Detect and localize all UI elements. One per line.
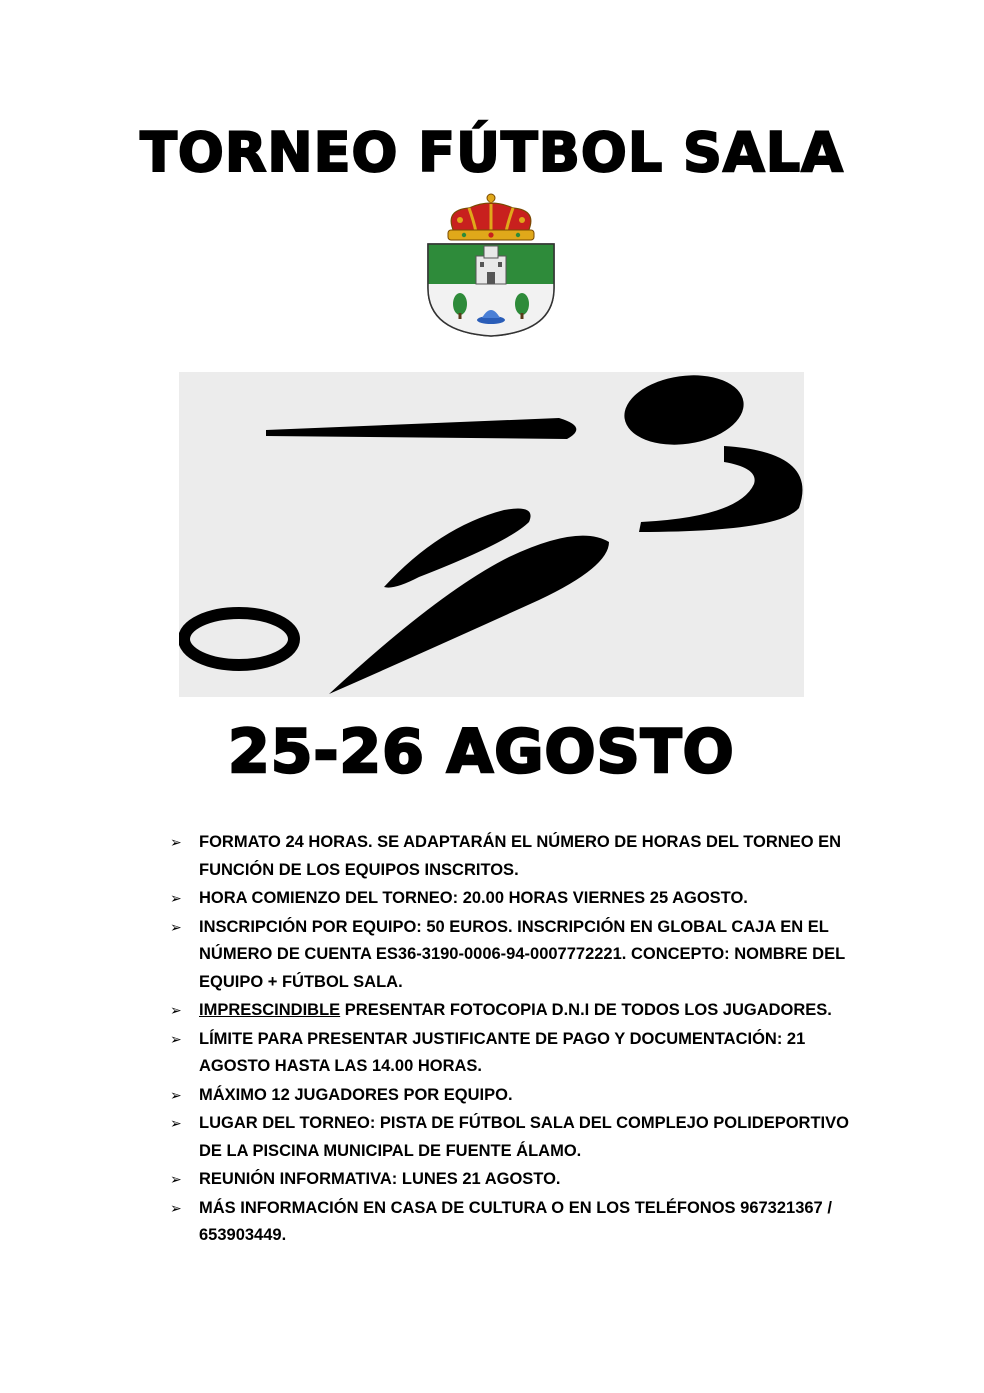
bullet-arrow-icon: ➢ (170, 1171, 182, 1187)
bullet-arrow-icon: ➢ (170, 918, 182, 935)
underlined-emphasis: IMPRESCINDIBLE (199, 1001, 341, 1019)
football-player-pictogram-icon (179, 372, 804, 697)
list-item: ➢ FORMATO 24 HORAS. SE ADAPTARÁN EL NÚMERO DE HORAS DEL TORNEO EN FUNCIÓN DE LOS EQUIPOS INSCRITOS. (170, 829, 850, 884)
list-item: ➢ MÁS INFORMACIÓN EN CASA DE CULTURA O EN LOS TELÉFONOS 967321367 / 653903449. (170, 1195, 850, 1250)
poster-title: TORNEO FÚTBOL SALA (140, 121, 844, 184)
bullet-arrow-icon: ➢ (170, 1002, 182, 1018)
list-item: ➢ HORA COMIENZO DEL TORNEO: 20.00 HORAS VIERNES 25 AGOSTO. (170, 885, 850, 913)
list-item: ➢ LÍMITE PARA PRESENTAR JUSTIFICANTE DE PAGO Y DOCUMENTACIÓN: 21 AGOSTO HASTA LAS 14.00 HORAS. (170, 1026, 850, 1081)
list-item: ➢ LUGAR DEL TORNEO: PISTA DE FÚTBOL SALA DEL COMPLEJO POLIDEPORTIVO DE LA PISCINA MUNICIPAL DE FUENTE ÁLAMO. (170, 1110, 850, 1165)
list-item: ➢ IMPRESCINDIBLE PRESENTAR FOTOCOPIA D.N.I DE TODOS LOS JUGADORES. (170, 997, 850, 1025)
crown-icon (448, 194, 534, 240)
tournament-dates: 25-26 AGOSTO (228, 717, 735, 787)
bullet-arrow-icon: ➢ (170, 1030, 182, 1047)
list-item: ➢ MÁXIMO 12 JUGADORES POR EQUIPO. (170, 1082, 850, 1110)
bullet-arrow-icon: ➢ (170, 1199, 182, 1216)
bullet-arrow-icon: ➢ (170, 890, 182, 906)
bullet-arrow-icon: ➢ (170, 1086, 182, 1103)
bullet-arrow-icon: ➢ (170, 1115, 182, 1131)
shield-icon (428, 244, 554, 336)
list-item: ➢ INSCRIPCIÓN POR EQUIPO: 50 EUROS. INSCRIPCIÓN EN GLOBAL CAJA EN EL NÚMERO DE CUENTA ES36-3190-0006-94-0007772221. CONCEPTO: NOMBRE DEL EQUIPO + FÚTBOL SALA. (170, 914, 850, 997)
bullet-arrow-icon: ➢ (170, 834, 182, 850)
list-item: ➢ REUNIÓN INFORMATIVA: LUNES 21 AGOSTO. (170, 1166, 850, 1194)
municipal-coat-of-arms-icon (424, 192, 558, 338)
tournament-info-list (170, 829, 850, 1251)
